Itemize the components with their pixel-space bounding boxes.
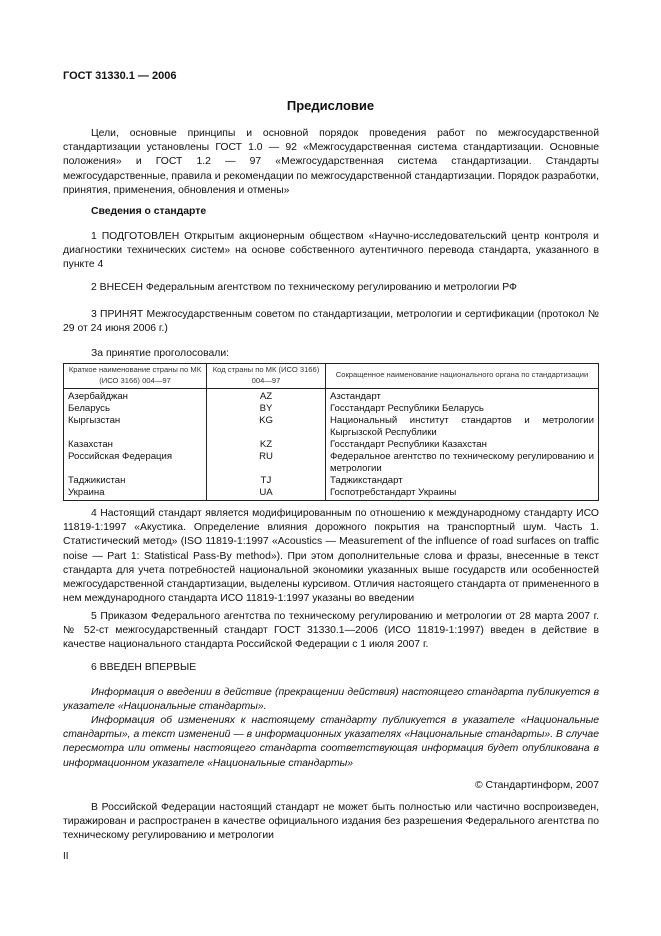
table-header-row xyxy=(64,364,599,389)
info-paragraph-2: Информация об изменениях к настоящему стандарту публикуется в указателе «Национальные стандарты», а текст изменений — в информационных указателях «Национальные стандарты». В случае пересмотра или отмены настоящего стандарта соответствующая информация будет опубликована в информационном указателе «Национальные стандарты» xyxy=(63,715,599,769)
table-row xyxy=(64,475,599,487)
document-header: ГОСТ 31330.1 — 2006 xyxy=(63,70,177,82)
cell-code: TJ xyxy=(207,475,326,487)
reproduction-notice: В Российской Федерации настоящий стандарт не может быть полностью или частично воспроизведен, тиражирован и распространен в качестве официального издания без разрешения Федерального агентства по техническому регулированию и метрологии xyxy=(63,802,599,842)
cell-organization: Таджикстандарт xyxy=(326,475,599,487)
column-header: Краткое наименование страны по МК (ИСО 3166) 004—97 xyxy=(64,364,207,389)
item-2: 2 ВНЕСЕН Федеральным агентством по техническому регулированию и метрологии РФ xyxy=(91,282,517,293)
voting-table xyxy=(63,363,599,501)
cell-organization: Госстандарт Республики Беларусь xyxy=(326,403,599,415)
cell-code: AZ xyxy=(207,389,326,404)
cell-code: KZ xyxy=(207,439,326,451)
item-4: 4 Настоящий стандарт является модифицированным по отношению к международному стандарту ИСО 11819-1:1997 «Акустика. Определение влияния дорожного покрытия на транспортный шум. Часть 1. Статистический метод» (ISO 11819-1:1997 «Acoustics — Measurement of the influence of road surfaces on traffic noise — Part 1: Statistical Pass-By method»). При этом дополнительные слова и фразы, внесенные в текст стандарта для учета потребностей национальной экономики указанных выше государств или особенностей межгосударственной стандартизации, выделены курсивом. Отличия настоящего стандарта от примененного в нем международного стандарта ИСО 11819-1:1997 указаны во введении xyxy=(63,508,599,605)
cell-country: Кыргызстан xyxy=(64,415,207,439)
column-header: Сокращенное наименование национального органа по стандартизации xyxy=(326,364,599,389)
table-row xyxy=(64,389,599,404)
cell-code: RU xyxy=(207,451,326,475)
table-row xyxy=(64,403,599,415)
cell-organization: Азстандарт xyxy=(326,389,599,404)
cell-country: Казахстан xyxy=(64,439,207,451)
item-5: 5 Приказом Федерального агентства по техническому регулированию и метрологии от 28 марта 2007 г. № 52-ст межгосударственный стандарт ГОСТ 31330.1—2006 (ИСО 11819-1:1997) введен в действие в качестве национального стандарта Российской Федерации с 1 июля 2007 г. xyxy=(63,611,599,651)
cell-country: Российская Федерация xyxy=(64,451,207,475)
cell-country: Украина xyxy=(64,487,207,501)
cell-organization: Госпотребстандарт Украины xyxy=(326,487,599,501)
table-row xyxy=(64,451,599,475)
vote-label: За принятие проголосовали: xyxy=(91,348,230,359)
info-paragraph-1: Информация о введении в действие (прекращении действия) настоящего стандарта публикуется в указателе «Национальные стандарты». xyxy=(63,687,599,713)
cell-organization: Госстандарт Республики Казахстан xyxy=(326,439,599,451)
intro-paragraph: Цели, основные принципы и основной порядок проведения работ по межгосударственной стандартизации установлены ГОСТ 1.0 — 92 «Межгосударственная система стандартизации. Основные положения» и ГОСТ 1.2 — 97 «Межгосударственная система стандартизации. Стандарты межгосударственные, правила и рекомендации по межгосударственной стандартизации. Порядок разработки, принятия, применения, обновления и отмены» xyxy=(63,128,599,196)
item-3: 3 ПРИНЯТ Межгосударственным советом по стандартизации, метрологии и сертификации (протокол № 29 от 24 июня 2006 г.) xyxy=(63,309,599,335)
table-row xyxy=(64,415,599,439)
cell-code: BY xyxy=(207,403,326,415)
cell-organization: Национальный институт стандартов и метрологии Кыргызской Республики xyxy=(326,415,599,439)
item-1: 1 ПОДГОТОВЛЕН Открытым акционерным обществом «Научно-исследовательский центр контроля и диагностики технических систем» на основе собственного аутентичного перевода стандарта, указанного в пункте 4 xyxy=(63,231,599,271)
cell-code: UA xyxy=(207,487,326,501)
cell-organization: Федеральное агентство по техническому регулированию и метрологии xyxy=(326,451,599,475)
section-heading: Сведения о стандарте xyxy=(91,206,207,217)
table-row xyxy=(64,487,599,501)
cell-country: Беларусь xyxy=(64,403,207,415)
table-row xyxy=(64,439,599,451)
copyright: © Стандартинформ, 2007 xyxy=(474,780,599,791)
page-title: Предисловие xyxy=(286,98,375,113)
item-6: 6 ВВЕДЕН ВПЕРВЫЕ xyxy=(91,662,197,673)
page-number: II xyxy=(63,851,69,862)
cell-country: Таджикистан xyxy=(64,475,207,487)
cell-country: Азербайджан xyxy=(64,389,207,404)
cell-code: KG xyxy=(207,415,326,439)
column-header: Код страны по МК (ИСО 3166) 004—97 xyxy=(207,364,326,389)
